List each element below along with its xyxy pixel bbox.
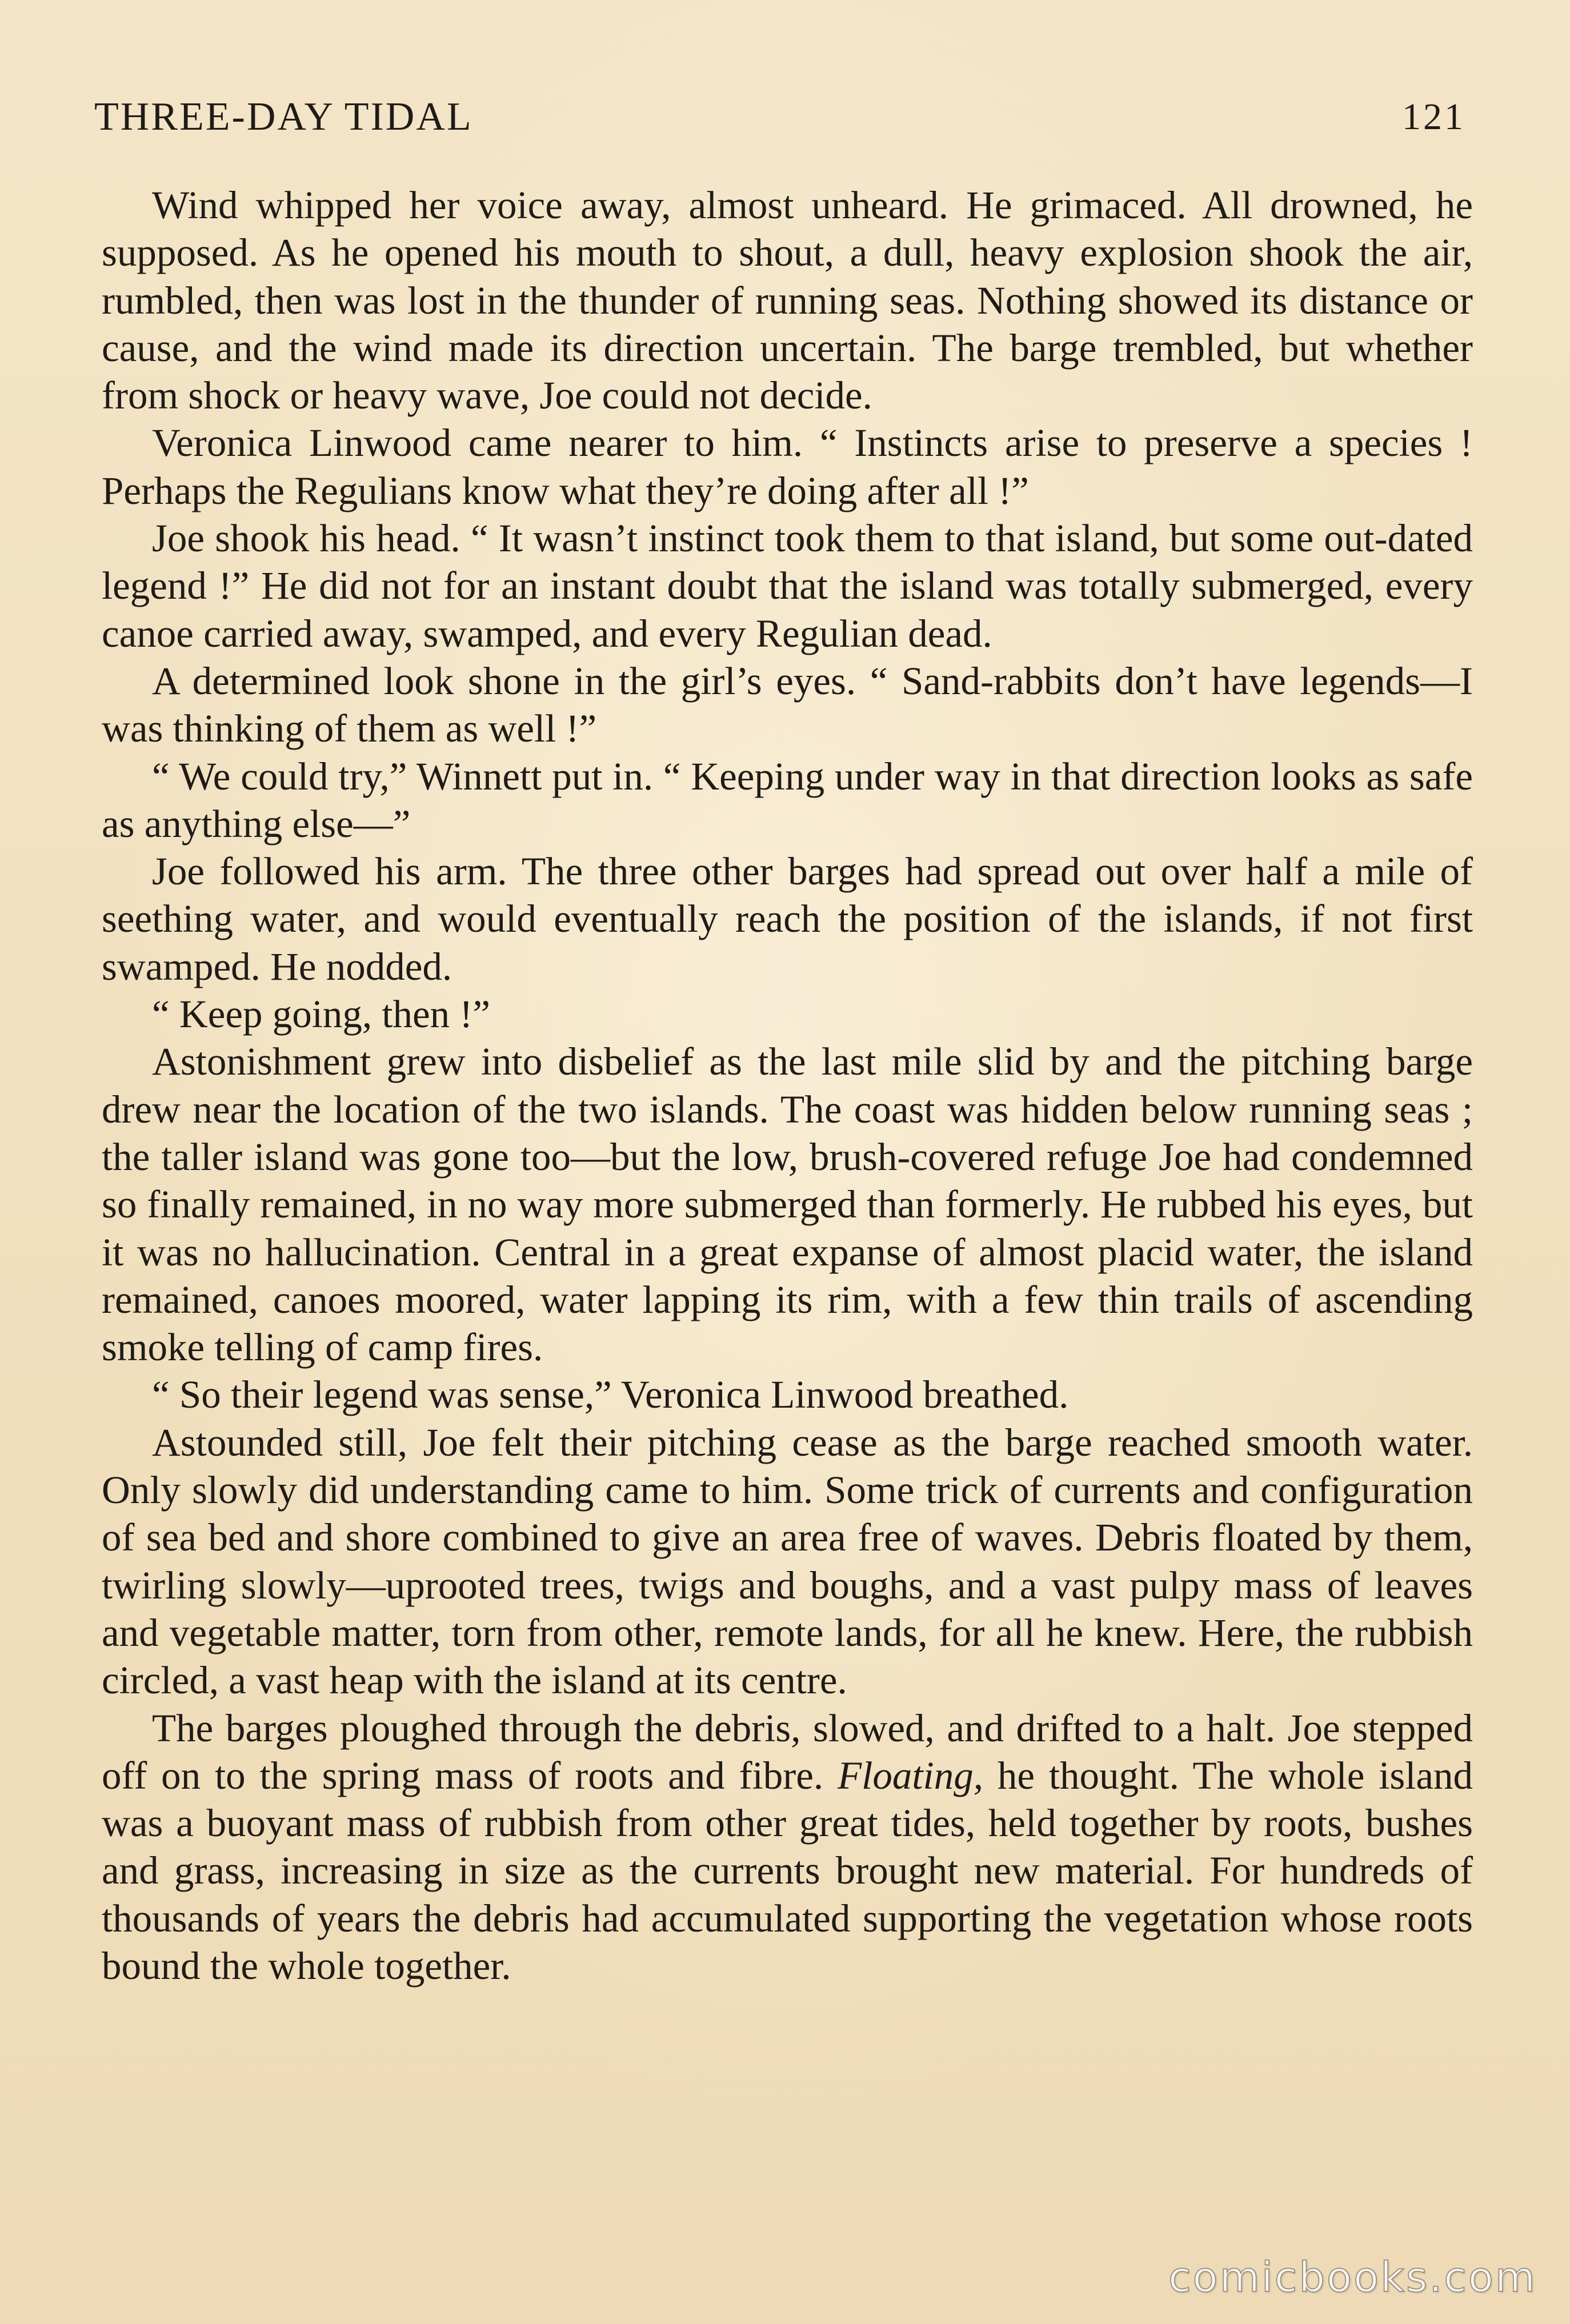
italic-word: Floating,	[838, 1753, 983, 1797]
paragraph-last-after: he thought. The whole island was a buoyant mass of rubbish from other great tides, held together by roots, bushes and grass, increasing in size as the currents brought new material. For hundreds of thousands of years the debris had accumulated supporting the vegetation whose roots bound the whole together.	[102, 1753, 1473, 1988]
paragraph: Astounded still, Joe felt their pitching cease as the barge reached smooth water. Only slowly did understanding came to him. Some trick of currents and configuration of sea bed and shore combined to give an area free of waves. Debris floated by them, twirling slowly—uprooted trees, twigs and boughs, and a vast pulpy mass of leaves and vegetable matter, torn from other, remote lands, for all he knew. Here, the rubbish circled, a vast heap with the island at its centre.	[102, 1420, 1473, 1702]
running-title: THREE-DAY TIDAL	[94, 95, 473, 139]
page-number: 121	[1402, 96, 1465, 138]
paragraph: “ We could try,” Winnett put in. “ Keeping under way in that direction looks as safe as anything else—”	[102, 754, 1473, 846]
paragraph: Astonishment grew into disbelief as the last mile slid by and the pitching barge drew near the location of the two islands. The coast was hidden below running seas ; the taller island was gone too—but the low, brush-covered refuge Joe had condemned so finally remained, in no way more submerged than formerly. He rubbed his eyes, but it was no hallucination. Central in a great expanse of almost placid water, the island remained, canoes moored, water lapping its rim, with a few thin trails of ascending smoke telling of camp fires.	[102, 1040, 1473, 1369]
paragraph: Joe shook his head. “ It wasn’t instinct took them to that island, but some out-dated legend !” He did not for an instant doubt that the island was totally submerged, every canoe carried away, swamped, and every Regulian dead.	[102, 516, 1473, 655]
paragraph: “ Keep going, then !”	[152, 992, 491, 1036]
paragraph: Veronica Linwood came nearer to him. “ Instincts arise to preserve a species ! Perhaps the Regulians know what they’re doing after all !”	[102, 421, 1473, 512]
paragraph-last	[102, 1705, 1473, 1990]
paragraph: A determined look shone in the girl’s eyes. “ Sand-rabbits don’t have legends—I was thinking of them as well !”	[102, 659, 1473, 751]
paragraph-last-before: The barges ploughed through the debris, slowed, and drifted to a halt. Joe stepped off on to the spring mass of roots and fibre.	[102, 1706, 1473, 1797]
paragraph: Joe followed his arm. The three other barges had spread out over half a mile of seething water, and would eventually reach the position of the islands, if not first swamped. He nodded.	[102, 850, 1473, 988]
running-head	[94, 86, 1465, 149]
paragraph: Wind whipped her voice away, almost unheard. He grimaced. All drowned, he supposed. As he opened his mouth to shout, a dull, heavy explosion shook the air, rumbled, then was lost in the thunder of running seas. Nothing showed its distance or cause, and the wind made its direction uncertain. The barge trembled, but whether from shock or heavy wave, Joe could not decide.	[102, 183, 1473, 418]
watermark-text: comicbooks.com	[1168, 2253, 1537, 2301]
paragraph: “ So their legend was sense,” Veronica Linwood breathed.	[152, 1373, 1069, 1417]
body-text	[102, 182, 1473, 1990]
